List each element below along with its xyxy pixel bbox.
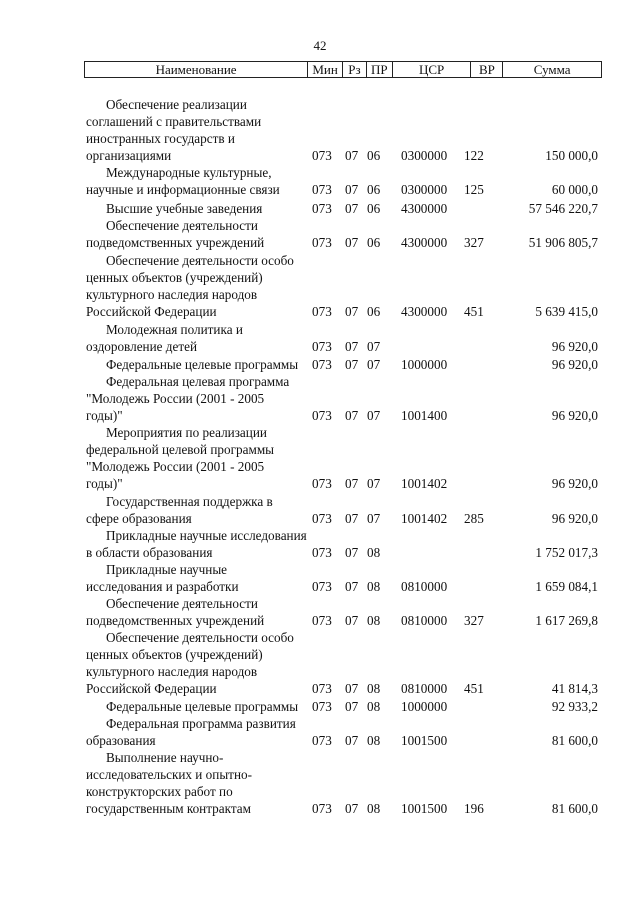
row-name-line: культурного наследия народов xyxy=(86,286,258,302)
row-name-line: Обеспечение реализации xyxy=(106,96,247,112)
cell-sum: 150 000,0 xyxy=(545,147,598,163)
row-name-line: организациями xyxy=(86,147,172,163)
row-name-line: Обеспечение деятельности xyxy=(106,595,258,611)
cell-csr: 4300000 xyxy=(401,234,448,250)
cell-sum: 96 920,0 xyxy=(551,510,598,526)
row-name xyxy=(86,561,308,595)
table-row xyxy=(0,217,640,251)
row-name-line: Международные культурные, xyxy=(106,164,272,180)
cell-rz: 07 xyxy=(345,181,359,197)
row-name-line: Государственная поддержка в xyxy=(106,493,273,509)
table-row xyxy=(0,527,640,561)
cell-sum: 81 600,0 xyxy=(551,800,598,816)
cell-vr: 285 xyxy=(464,510,484,526)
row-name-line: ценных объектов (учреждений) xyxy=(86,269,263,285)
table-row xyxy=(0,321,640,355)
cell-rz: 07 xyxy=(345,303,359,319)
cell-sum: 96 920,0 xyxy=(551,475,598,491)
cell-sum: 51 906 805,7 xyxy=(528,234,598,250)
cell-pr: 08 xyxy=(367,698,381,714)
cell-csr: 0810000 xyxy=(401,612,448,628)
cell-pr: 06 xyxy=(367,147,381,163)
cell-min: 073 xyxy=(312,200,332,216)
row-name xyxy=(86,715,308,749)
header-sum: Сумма xyxy=(502,62,601,77)
row-name-line: Высшие учебные заведения xyxy=(106,200,263,216)
row-name-line: соглашений с правительствами xyxy=(86,113,262,129)
cell-csr: 0810000 xyxy=(401,578,448,594)
row-name-line: "Молодежь России (2001 - 2005 xyxy=(86,390,265,406)
row-name-line: подведомственных учреждений xyxy=(86,612,265,628)
cell-vr: 451 xyxy=(464,680,484,696)
cell-csr: 1001402 xyxy=(401,510,448,526)
row-name-line: Федеральная программа развития xyxy=(106,715,296,731)
cell-csr: 4300000 xyxy=(401,200,448,216)
cell-pr: 06 xyxy=(367,200,381,216)
cell-pr: 08 xyxy=(367,680,381,696)
cell-csr: 1001500 xyxy=(401,732,448,748)
header-min: Мин xyxy=(307,62,342,77)
table-row xyxy=(0,164,640,198)
cell-rz: 07 xyxy=(345,147,359,163)
cell-rz: 07 xyxy=(345,544,359,560)
cell-csr: 1000000 xyxy=(401,356,448,372)
cell-csr: 1001402 xyxy=(401,475,448,491)
cell-rz: 07 xyxy=(345,356,359,372)
row-name-line: исследования и разработки xyxy=(86,578,239,594)
row-name-line: подведомственных учреждений xyxy=(86,234,265,250)
cell-pr: 07 xyxy=(367,356,381,372)
cell-rz: 07 xyxy=(345,698,359,714)
table-row xyxy=(0,561,640,595)
row-name xyxy=(86,424,308,492)
row-name-line: Федеральные целевые программы xyxy=(106,698,299,714)
cell-pr: 06 xyxy=(367,234,381,250)
row-name xyxy=(86,200,308,217)
cell-sum: 60 000,0 xyxy=(551,181,598,197)
cell-sum: 41 814,3 xyxy=(551,680,598,696)
cell-sum: 1 752 017,3 xyxy=(535,544,598,560)
row-name-line: исследовательских и опытно- xyxy=(86,766,252,782)
cell-pr: 07 xyxy=(367,338,381,354)
table-row xyxy=(0,749,640,817)
cell-vr: 327 xyxy=(464,612,484,628)
header-rz: Рз xyxy=(342,62,366,77)
row-name xyxy=(86,164,308,198)
row-name-line: "Молодежь России (2001 - 2005 xyxy=(86,458,265,474)
row-name-line: Федеральные целевые программы xyxy=(106,356,299,372)
row-name xyxy=(86,698,308,715)
cell-csr: 4300000 xyxy=(401,303,448,319)
cell-pr: 08 xyxy=(367,612,381,628)
row-name-line: Прикладные научные xyxy=(106,561,228,577)
row-name-line: ценных объектов (учреждений) xyxy=(86,646,263,662)
row-name-line: Мероприятия по реализации xyxy=(106,424,267,440)
table-row xyxy=(0,252,640,320)
cell-rz: 07 xyxy=(345,578,359,594)
table-row xyxy=(0,96,640,164)
cell-min: 073 xyxy=(312,181,332,197)
cell-pr: 08 xyxy=(367,578,381,594)
row-name-line: оздоровление детей xyxy=(86,338,198,354)
row-name-line: Российской Федерации xyxy=(86,680,217,696)
cell-sum: 81 600,0 xyxy=(551,732,598,748)
row-name xyxy=(86,96,308,164)
cell-sum: 96 920,0 xyxy=(551,356,598,372)
cell-pr: 06 xyxy=(367,303,381,319)
cell-min: 073 xyxy=(312,510,332,526)
table-row xyxy=(0,493,640,527)
row-name-line: Обеспечение деятельности особо xyxy=(106,252,294,268)
row-name xyxy=(86,217,308,251)
table-row xyxy=(0,715,640,749)
row-name-line: Обеспечение деятельности особо xyxy=(106,629,294,645)
cell-pr: 06 xyxy=(367,181,381,197)
table-row xyxy=(0,698,640,715)
page-number: 42 xyxy=(313,38,327,53)
cell-sum: 92 933,2 xyxy=(551,698,598,714)
cell-sum: 1 617 269,8 xyxy=(535,612,598,628)
cell-min: 073 xyxy=(312,303,332,319)
cell-min: 073 xyxy=(312,338,332,354)
header-csr: ЦСР xyxy=(392,62,471,77)
cell-rz: 07 xyxy=(345,475,359,491)
row-name-line: сфере образования xyxy=(86,510,192,526)
table-row xyxy=(0,356,640,373)
cell-min: 073 xyxy=(312,407,332,423)
cell-min: 073 xyxy=(312,544,332,560)
cell-csr: 0810000 xyxy=(401,680,448,696)
cell-vr: 327 xyxy=(464,234,484,250)
cell-csr: 0300000 xyxy=(401,181,448,197)
row-name-line: Российской Федерации xyxy=(86,303,217,319)
cell-csr: 1001500 xyxy=(401,800,448,816)
row-name-line: образования xyxy=(86,732,156,748)
cell-sum: 5 639 415,0 xyxy=(535,303,598,319)
row-name-line: годы)" xyxy=(86,475,123,491)
row-name-line: иностранных государств и xyxy=(86,130,235,146)
row-name xyxy=(86,527,308,561)
cell-pr: 07 xyxy=(367,475,381,491)
table-row xyxy=(0,373,640,424)
cell-rz: 07 xyxy=(345,510,359,526)
cell-rz: 07 xyxy=(345,612,359,628)
table-row xyxy=(0,424,640,492)
cell-rz: 07 xyxy=(345,407,359,423)
cell-vr: 451 xyxy=(464,303,484,319)
cell-csr: 0300000 xyxy=(401,147,448,163)
row-name-line: в области образования xyxy=(86,544,213,560)
table-row xyxy=(0,200,640,217)
cell-rz: 07 xyxy=(345,200,359,216)
cell-csr: 1000000 xyxy=(401,698,448,714)
row-name xyxy=(86,749,308,817)
row-name-line: Федеральная целевая программа xyxy=(106,373,290,389)
row-name-line: федеральной целевой программы xyxy=(86,441,275,457)
cell-vr: 196 xyxy=(464,800,484,816)
cell-min: 073 xyxy=(312,578,332,594)
header-vr: ВР xyxy=(470,62,502,77)
row-name-line: государственным контрактам xyxy=(86,800,251,816)
row-name-line: научные и информационные связи xyxy=(86,181,280,197)
cell-sum: 96 920,0 xyxy=(551,407,598,423)
row-name-line: годы)" xyxy=(86,407,123,423)
row-name xyxy=(86,321,308,355)
cell-pr: 07 xyxy=(367,407,381,423)
cell-min: 073 xyxy=(312,800,332,816)
row-name xyxy=(86,373,308,424)
header-pr: ПР xyxy=(366,62,392,77)
header-name: Наименование xyxy=(155,62,237,77)
row-name-line: Выполнение научно- xyxy=(106,749,224,765)
row-name-line: конструкторских работ по xyxy=(86,783,233,799)
cell-min: 073 xyxy=(312,698,332,714)
cell-pr: 08 xyxy=(367,800,381,816)
row-name-line: Обеспечение деятельности xyxy=(106,217,258,233)
table-row xyxy=(0,629,640,697)
cell-sum: 57 546 220,7 xyxy=(528,200,598,216)
cell-min: 073 xyxy=(312,356,332,372)
cell-min: 073 xyxy=(312,612,332,628)
cell-sum: 96 920,0 xyxy=(551,338,598,354)
cell-csr: 1001400 xyxy=(401,407,448,423)
cell-pr: 08 xyxy=(367,732,381,748)
cell-vr: 122 xyxy=(464,147,484,163)
cell-vr: 125 xyxy=(464,181,484,197)
cell-min: 073 xyxy=(312,234,332,250)
row-name-line: культурного наследия народов xyxy=(86,663,258,679)
row-name xyxy=(86,493,308,527)
cell-min: 073 xyxy=(312,147,332,163)
cell-pr: 07 xyxy=(367,510,381,526)
row-name xyxy=(86,356,308,373)
cell-sum: 1 659 084,1 xyxy=(535,578,598,594)
cell-rz: 07 xyxy=(345,234,359,250)
table-row xyxy=(0,595,640,629)
row-name-line: Прикладные научные исследования xyxy=(106,527,307,543)
cell-min: 073 xyxy=(312,680,332,696)
cell-rz: 07 xyxy=(345,800,359,816)
row-name-line: Молодежная политика и xyxy=(106,321,243,337)
cell-rz: 07 xyxy=(345,732,359,748)
cell-min: 073 xyxy=(312,732,332,748)
row-name xyxy=(86,595,308,629)
cell-pr: 08 xyxy=(367,544,381,560)
cell-rz: 07 xyxy=(345,338,359,354)
cell-rz: 07 xyxy=(345,680,359,696)
row-name xyxy=(86,629,308,697)
row-name xyxy=(86,252,308,320)
cell-min: 073 xyxy=(312,475,332,491)
